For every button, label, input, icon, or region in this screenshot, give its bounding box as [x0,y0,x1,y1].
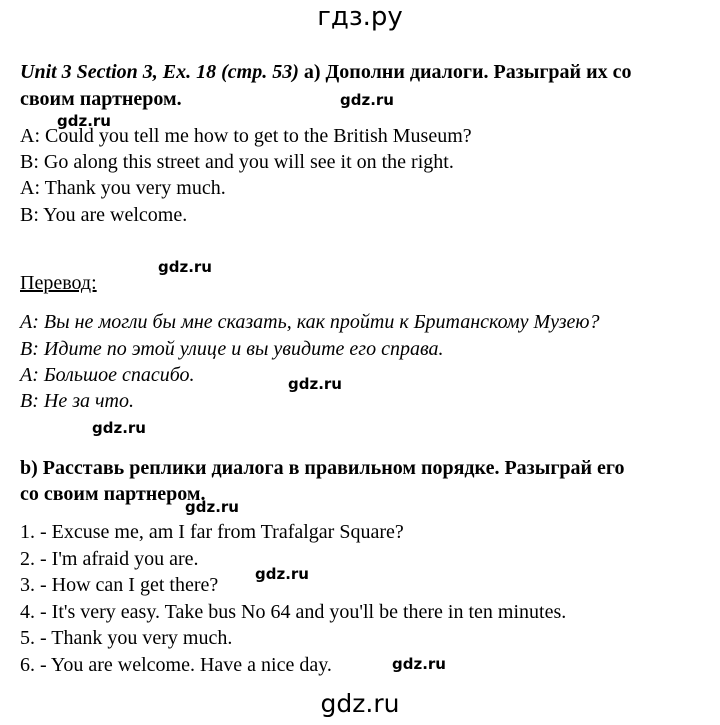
watermark: gdz.ru [255,565,309,583]
watermark: gdz.ru [185,498,239,516]
exercise-reference: Unit 3 Section 3, Ex. 18 (стр. 53) [20,61,299,83]
site-header-title: гдз.ру [317,2,403,32]
translation-label: Перевод: [20,272,97,294]
task-b-instruction-line1: b) Расставь реплики диалога в правильном порядке. Разыграй его [20,457,625,479]
ordered-line: 4. - It's very easy. Take bus No 64 and you'll be there in ten minutes. [20,601,567,623]
watermark: gdz.ru [392,655,446,673]
watermark: gdz.ru [340,91,394,109]
task-a-instruction-line2: своим партнером. [20,88,182,110]
task-b-instruction-line2: со своим партнером. [20,483,206,505]
watermark: gdz.ru [57,112,111,130]
ordered-line: 5. - Thank you very much. [20,627,233,649]
task-a-instruction [20,60,631,84]
watermark: gdz.ru [158,258,212,276]
task-a-instruction-line1: a) Дополни диалоги. Разыграй их со [298,61,632,83]
translation-line: B: Не за что. [20,390,134,412]
watermark: gdz.ru [288,375,342,393]
watermark: gdz.ru [92,419,146,437]
site-footer-title: gdz.ru [320,689,400,718]
translation-line: A: Вы не могли бы мне сказать, как пройти к Британскому Музею? [20,311,600,333]
ordered-line: 1. - Excuse me, am I far from Trafalgar Square? [20,521,404,543]
translation-line: A: Большое спасибо. [20,364,195,386]
ordered-line: 2. - I'm afraid you are. [20,548,199,570]
ordered-line: 3. - How can I get there? [20,574,219,596]
ordered-line: 6. - You are welcome. Have a nice day. [20,654,332,676]
dialogue-line: A: Could you tell me how to get to the British Museum? [20,125,472,147]
dialogue-line: A: Thank you very much. [20,177,226,199]
dialogue-line: B: Go along this street and you will see it on the right. [20,151,454,173]
dialogue-line: B: You are welcome. [20,204,188,226]
translation-line: B: Идите по этой улице и вы увидите его справа. [20,338,444,360]
